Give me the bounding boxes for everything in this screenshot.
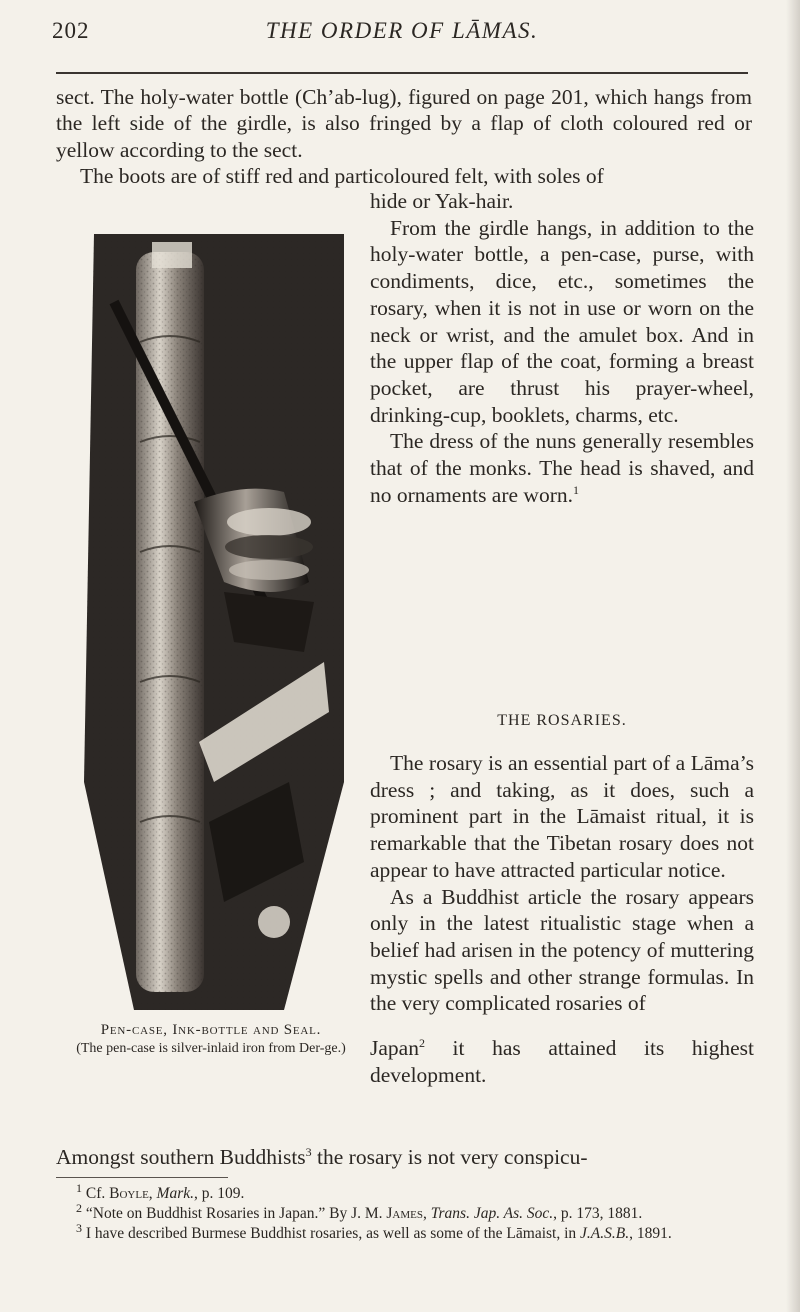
paragraph-japan [370,1035,754,1088]
footnote-ref-1: 1 [573,482,579,497]
bottom-line-end: the rosary is not very conspicu- [311,1145,588,1169]
nuns-text: The dress of the nuns generally resembles that of the monks. The head is shaved, and no ornaments are worn. [370,429,754,507]
page-edge-shadow [786,0,800,1312]
footnote-3 [56,1220,752,1244]
header-rule [56,72,748,74]
right-column-text [370,188,754,508]
pen-case-illustration [74,222,358,1010]
bottom-line-start: Amongst southern Buddhists [56,1145,306,1169]
full-width-text [56,84,752,189]
footnote-1-sep: , [148,1185,157,1202]
footnote-1-pre: Cf. [82,1185,110,1202]
footnote-1-post: , p. 109. [194,1185,245,1202]
footnote-2-post: , p. 173, 1881. [553,1205,643,1222]
footnote-3-work: J.A.S.B. [580,1225,630,1242]
footnote-2-sep: , [422,1205,431,1222]
seal-knob [258,906,290,938]
footnote-3-pre: I have described Burmese Buddhist rosaries, as well as some of the Lāmaist, in [82,1225,581,1242]
paragraph-rosary-essential: The rosary is an essential part of a Lāma’s dress ; and taking, as it does, such a prominent part in the Lāmaist ritual, it is remarkable that the Tibetan rosary does not appear to have attracted particular notice. [370,751,754,882]
running-title: THE ORDER OF LĀMAS. [265,18,539,43]
footnote-1-mark: 1 [76,1180,82,1195]
paragraph-boots: The boots are of stiff red and particoloured felt, with soles of [80,163,604,188]
pen-case-engraving [74,222,358,1010]
paragraph-nuns [370,428,754,508]
page-number: 202 [52,18,90,43]
paragraph-girdle: From the girdle hangs, in addition to the holy-water bottle, a pen-case, purse, with condiments, dice, etc., sometimes the rosary, when it is not in use or worn on the neck or wrist, and the amulet box. And in the upper flap of the coat, forming a breast pocket, are thrust his prayer-wheel, drinking-cup, booklets, charms, etc. [370,215,754,427]
footnote-3-post: , 1891. [629,1225,672,1242]
figure-caption [52,1022,370,1057]
footnote-1-work: Mark. [156,1185,194,1202]
paragraph-boots-continued: hide or Yak-hair. [370,189,514,213]
caption-title: Pen-case, Ink-bottle and Seal. [100,1022,322,1038]
footnote-1-author: Boyle [109,1185,149,1202]
footnote-ref-3: 3 [305,1144,312,1159]
footnote-rule [56,1177,228,1178]
footnote-2-pre: “Note on Buddhist Rosaries in Japan.” By J. M. [82,1205,387,1222]
footnote-2 [56,1200,752,1224]
paragraph-holy-water: sect. The holy-water bottle (Ch’ab-lug), figured on page 201, which hangs from the left side of the girdle, is also fringed by a flap of cloth coloured red or yellow according to the sect. [56,85,752,162]
footnotes [56,1180,752,1244]
footnote-2-work: Trans. Jap. As. Soc. [430,1205,554,1222]
rosaries-column-text [370,750,754,1017]
japan-line [370,1035,754,1088]
section-heading: THE ROSARIES. [497,712,627,729]
footnote-2-author: James [386,1205,423,1222]
footnote-1 [56,1180,752,1204]
running-head [52,18,752,48]
japan-word: Japan [370,1036,419,1060]
paragraph-rosary-buddhist: As a Buddhist article the rosary appears only in the latest ritualistic stage when a belief had arisen in the potency of muttering mystic spells and other strange formulas. In the very complicated rosaries of [370,884,754,1016]
footnote-3-mark: 3 [76,1220,82,1235]
footnote-2-mark: 2 [76,1200,82,1215]
footnote-ref-2: 2 [418,1035,425,1050]
bottom-line [56,1144,752,1170]
japan-rest: it has attained its highest development. [370,1036,754,1087]
caption-text: (The pen-case is silver-inlaid iron from Der-ge.) [76,1040,346,1056]
